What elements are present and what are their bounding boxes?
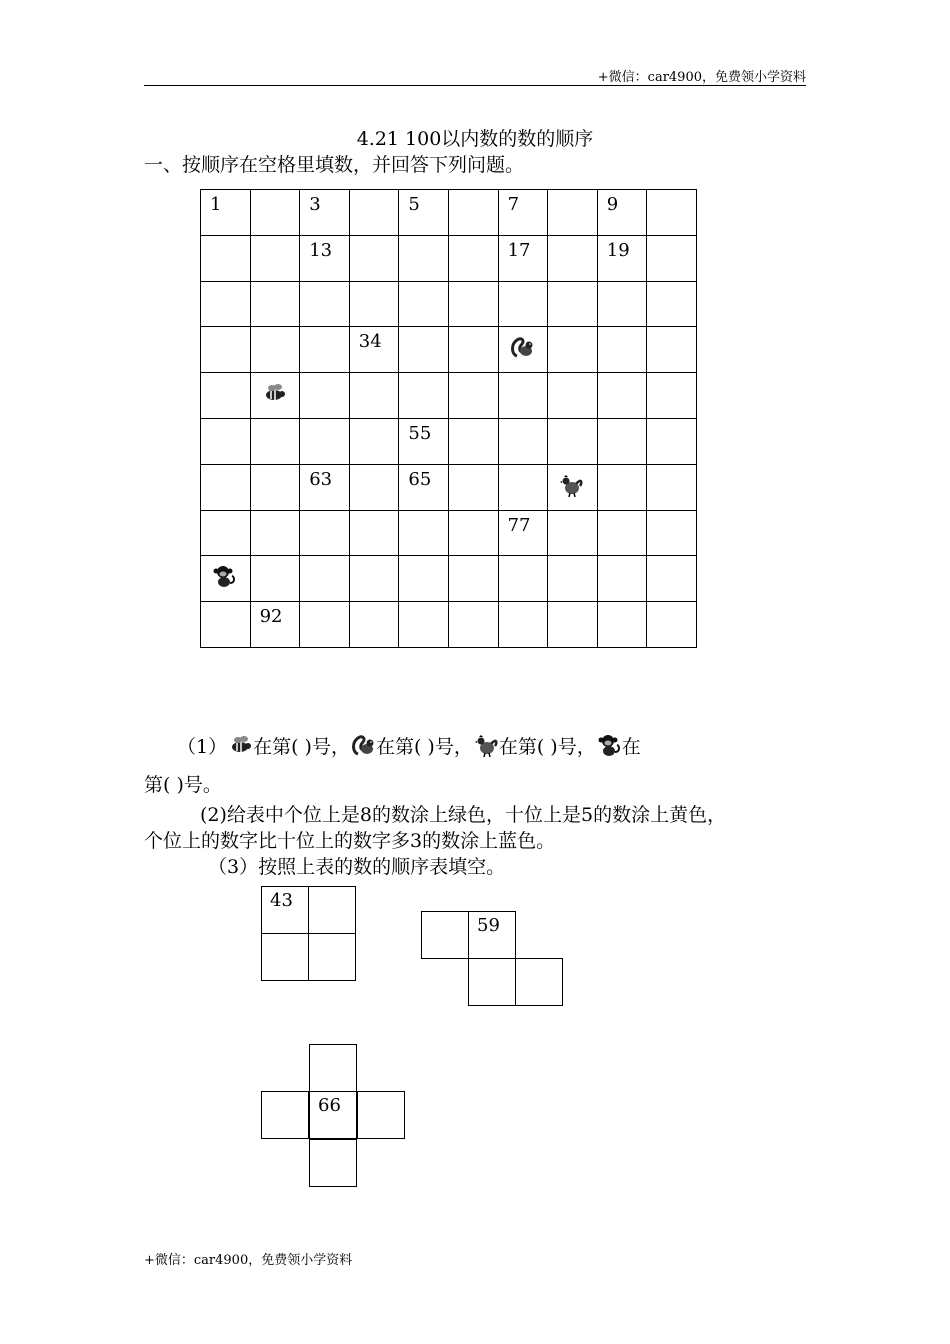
grid-cell (597, 556, 647, 602)
squirrel-icon (509, 334, 535, 360)
grid-number: 63 (309, 468, 333, 490)
grid-number: 1 (210, 194, 222, 215)
grid-cell (399, 327, 449, 373)
grid-cell (349, 602, 399, 648)
grid-cell (448, 602, 498, 648)
puzzle-b-cell (468, 958, 516, 1006)
grid-cell (349, 327, 399, 373)
question-3: （3）按照上表的数的顺序表填空。 (208, 856, 506, 878)
grid-cell (300, 327, 350, 373)
grid-cell (448, 235, 498, 281)
grid-cell (250, 373, 300, 419)
grid-row (201, 373, 697, 419)
grid-cell (250, 556, 300, 602)
grid-cell (349, 281, 399, 327)
grid-cell (448, 281, 498, 327)
grid-cell (399, 556, 449, 602)
grid-row (201, 602, 697, 648)
grid-cell (399, 464, 449, 510)
puzzle-c-cell (261, 1091, 309, 1139)
rooster-icon (473, 732, 499, 758)
grid-cell (498, 602, 548, 648)
grid-number: 13 (309, 239, 333, 261)
grid-cell (448, 510, 498, 556)
grid-cell (548, 418, 598, 464)
grid-cell (597, 235, 647, 281)
grid-cell (597, 464, 647, 510)
grid-cell (300, 281, 350, 327)
grid-cell (548, 373, 598, 419)
grid-cell (201, 602, 251, 648)
grid-row (201, 327, 697, 373)
grid-cell (597, 281, 647, 327)
squirrel-icon (350, 732, 376, 758)
grid-cell (201, 373, 251, 419)
grid-cell (448, 556, 498, 602)
q1-bee-close: )号， (298, 736, 350, 758)
grid-cell (548, 190, 598, 236)
puzzle-c-cell (309, 1139, 357, 1187)
grid-cell (300, 418, 350, 464)
grid-cell (647, 464, 697, 510)
puzzle-c-cell (357, 1091, 405, 1139)
section-heading: 一、按顺序在空格里填数，并回答下列问题。 (144, 154, 525, 176)
grid-cell (399, 510, 449, 556)
grid-cell (250, 464, 300, 510)
bee-icon (227, 732, 253, 758)
grid-number: 65 (408, 468, 432, 490)
grid-row (201, 235, 697, 281)
puzzle-c-cell (309, 1091, 357, 1139)
monkey-icon (596, 732, 622, 758)
grid-cell (349, 510, 399, 556)
grid-cell (448, 190, 498, 236)
puzzle-c-number: 66 (318, 1095, 341, 1116)
grid-cell (597, 327, 647, 373)
grid-cell (647, 327, 697, 373)
grid-cell (300, 235, 350, 281)
grid-cell (349, 556, 399, 602)
grid-cell (250, 602, 300, 648)
grid-cell (300, 373, 350, 419)
puzzle-a-cell (308, 933, 356, 981)
grid-cell (597, 190, 647, 236)
grid-number: 55 (408, 422, 432, 444)
grid-number: 92 (259, 606, 283, 628)
grid-cell (548, 556, 598, 602)
q1-squirrel-in: 在第( (375, 736, 422, 758)
question-2-line-2: 个位上的数字比十位上的数字多3的数涂上蓝色。 (144, 830, 556, 852)
grid-cell (647, 418, 697, 464)
grid-cell (399, 281, 449, 327)
grid-number: 7 (507, 194, 520, 215)
grid-cell (548, 281, 598, 327)
grid-cell (498, 373, 548, 419)
header-rule (144, 85, 806, 86)
grid-cell (448, 464, 498, 510)
grid-cell (597, 373, 647, 419)
page-title: 4.21 100以内数的数的顺序 (356, 128, 594, 150)
grid-number: 9 (606, 194, 619, 215)
grid-number: 34 (358, 331, 382, 353)
puzzle-b-number: 59 (477, 915, 500, 936)
q1-rooster-in: 在第( (498, 736, 545, 758)
grid-cell (250, 510, 300, 556)
grid-cell (647, 510, 697, 556)
grid-cell (647, 373, 697, 419)
grid-cell (548, 510, 598, 556)
grid-cell (201, 510, 251, 556)
header-note: +微信：car4900，免费领小学资料 (597, 70, 806, 85)
grid-cell (399, 418, 449, 464)
grid-cell (647, 235, 697, 281)
grid-cell (448, 418, 498, 464)
grid-cell (349, 373, 399, 419)
puzzle-a-number: 43 (270, 890, 293, 911)
monkey-icon (211, 563, 237, 589)
grid-cell (349, 418, 399, 464)
grid-cell (201, 556, 251, 602)
bee-icon (261, 380, 287, 406)
grid-cell (300, 510, 350, 556)
grid-cell (548, 602, 598, 648)
grid-cell (201, 235, 251, 281)
puzzle-a-cell (261, 933, 309, 981)
grid-cell (498, 235, 548, 281)
puzzle-b-cell (468, 911, 516, 959)
grid-cell (300, 190, 350, 236)
grid-cell (201, 190, 251, 236)
grid-cell (597, 418, 647, 464)
grid-number: 5 (408, 194, 420, 215)
grid-cell (300, 464, 350, 510)
grid-cell (399, 235, 449, 281)
grid-cell (300, 602, 350, 648)
grid-cell (498, 510, 548, 556)
grid-row (201, 556, 697, 602)
grid-cell (597, 602, 647, 648)
number-grid (200, 189, 697, 648)
question-1-line-2: 第( )号。 (144, 774, 222, 796)
grid-number: 19 (606, 239, 630, 261)
q1-rooster-close: )号， (544, 736, 596, 758)
grid-cell (647, 281, 697, 327)
grid-cell (448, 327, 498, 373)
grid-cell (647, 190, 697, 236)
question-2-line-1: (2)给表中个位上是8的数涂上绿色，十位上是5的数涂上黄色， (200, 804, 727, 826)
grid-cell (498, 464, 548, 510)
puzzle-b-cell (515, 958, 563, 1006)
grid-cell (548, 235, 598, 281)
grid-cell (250, 190, 300, 236)
grid-row (201, 190, 697, 236)
question-1-line-1 (144, 732, 641, 759)
grid-cell (498, 190, 548, 236)
grid-cell (201, 281, 251, 327)
grid-cell (647, 602, 697, 648)
grid-cell (399, 190, 449, 236)
grid-cell (250, 235, 300, 281)
grid-cell (399, 602, 449, 648)
grid-cell (597, 510, 647, 556)
grid-cell (647, 556, 697, 602)
q1-bee-in: 在第( (253, 736, 299, 758)
grid-row (201, 418, 697, 464)
grid-number: 3 (309, 194, 321, 215)
grid-cell (498, 418, 548, 464)
grid-cell (498, 556, 548, 602)
grid-row (201, 510, 697, 556)
grid-cell (201, 464, 251, 510)
q1-prefix: （1） (177, 736, 228, 758)
q1-squirrel-close: )号， (421, 736, 473, 758)
puzzle-a-cell (261, 886, 309, 934)
grid-number: 77 (507, 514, 531, 536)
q1-monkey-in: 在 (621, 736, 641, 758)
puzzle-b-cell (421, 911, 469, 959)
grid-cell (201, 418, 251, 464)
puzzle-a-cell (308, 886, 356, 934)
grid-cell (448, 373, 498, 419)
grid-cell (399, 373, 449, 419)
grid-cell (250, 418, 300, 464)
footer-note: +微信：car4900，免费领小学资料 (144, 1253, 353, 1268)
grid-cell (498, 327, 548, 373)
grid-cell (349, 190, 399, 236)
grid-row (201, 464, 697, 510)
grid-cell (548, 327, 598, 373)
grid-cell (498, 281, 548, 327)
grid-row (201, 281, 697, 327)
grid-cell (349, 235, 399, 281)
grid-cell (250, 281, 300, 327)
grid-cell (250, 327, 300, 373)
puzzle-c-cell (309, 1044, 357, 1092)
grid-cell (300, 556, 350, 602)
grid-cell (548, 464, 598, 510)
rooster-icon (558, 472, 584, 498)
grid-number: 17 (507, 239, 531, 261)
grid-cell (201, 327, 251, 373)
grid-cell (349, 464, 399, 510)
